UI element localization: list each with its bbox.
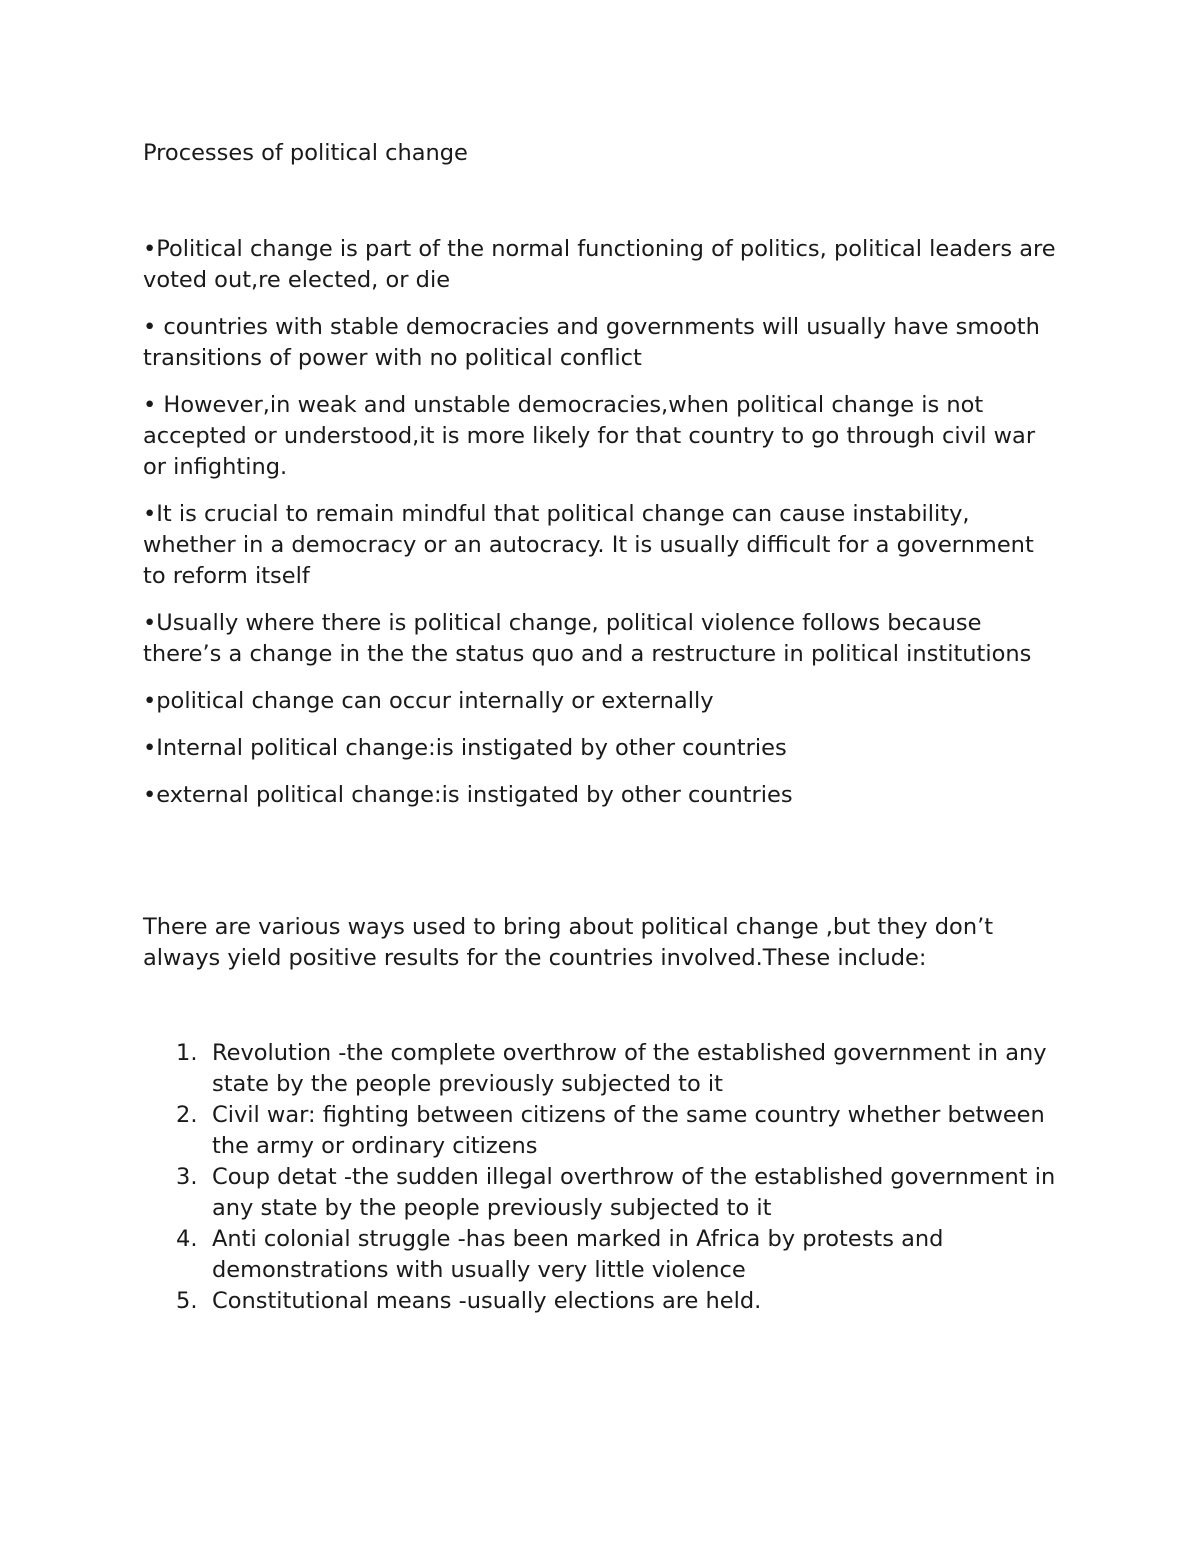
method-item <box>143 1162 1063 1224</box>
bullet-item: •It is crucial to remain mindful that political change can cause instability, whether in a democracy or an autocracy. It is usually difficult for a government to reform itself <box>143 501 1034 589</box>
method-item <box>143 1038 1063 1100</box>
method-item <box>143 1224 1063 1286</box>
bullet-item: •political change can occur internally or externally <box>143 688 714 714</box>
method-text: Constitutional means -usually elections are held. <box>212 1288 762 1314</box>
document-title: Processes of political change <box>143 140 468 166</box>
bullet-item: •Political change is part of the normal functioning of politics, political leaders are voted out,re elected, or die <box>143 236 1056 293</box>
method-text: Coup detat -the sudden illegal overthrow of the established government in any state by the people previously subjected to it <box>212 1164 1056 1221</box>
bullet-list <box>143 234 1063 827</box>
method-text: Revolution -the complete overthrow of the established government in any state by the people previously subjected to it <box>212 1040 1047 1097</box>
method-number: 3. <box>176 1164 198 1190</box>
intro-paragraph: There are various ways used to bring about political change ,but they don’t always yield positive results for the countries involved.These include: <box>143 914 994 971</box>
method-item <box>143 1286 1063 1317</box>
bullet-item: •external political change:is instigated by other countries <box>143 782 793 808</box>
method-item <box>143 1100 1063 1162</box>
bullet-item: •Usually where there is political change, political violence follows because there’s a change in the the status quo and a restructure in political institutions <box>143 610 1032 667</box>
method-text: Civil war: fighting between citizens of the same country whether between the army or ordinary citizens <box>212 1102 1045 1159</box>
method-number: 2. <box>176 1102 198 1128</box>
bullet-item: •Internal political change:is instigated by other countries <box>143 735 787 761</box>
method-number: 4. <box>176 1226 198 1252</box>
methods-list <box>143 1038 1063 1317</box>
bullet-item: • countries with stable democracies and governments will usually have smooth transitions of power with no political conflict <box>143 314 1040 371</box>
method-number: 5. <box>176 1288 198 1314</box>
document-page <box>143 138 1063 1314</box>
bullet-item: • However,in weak and unstable democracies,when political change is not accepted or understood,it is more likely for that country to go through civil war or infighting. <box>143 392 1036 480</box>
method-text: Anti colonial struggle -has been marked in Africa by protests and demonstrations with usually very little violence <box>212 1226 944 1283</box>
method-number: 1. <box>176 1040 198 1066</box>
